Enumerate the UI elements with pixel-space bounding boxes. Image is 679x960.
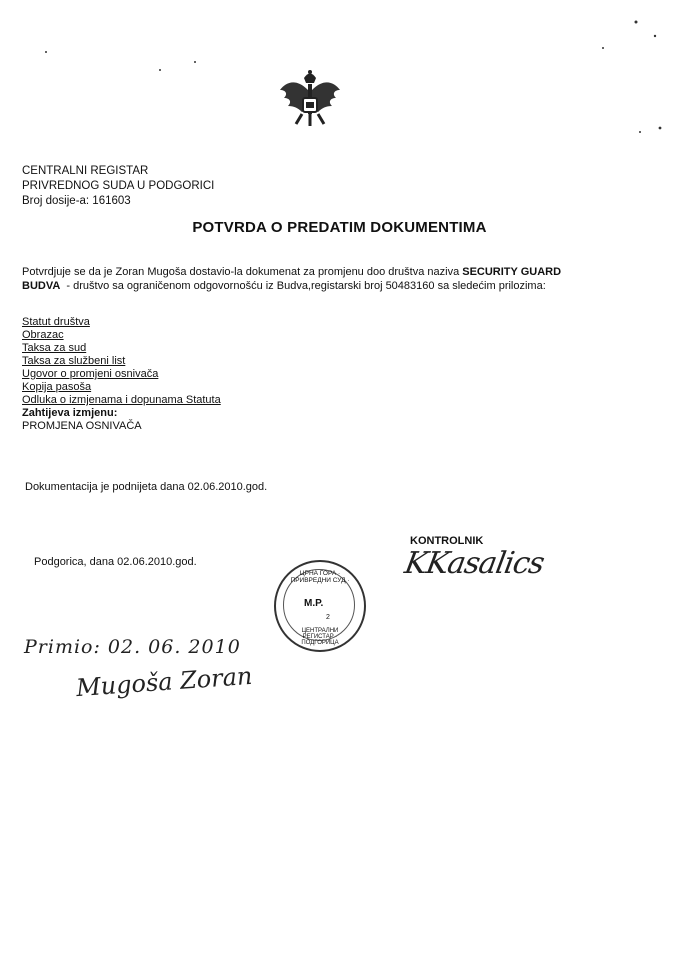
list-item: Taksa za sud [22,342,87,354]
list-item: Obrazac [22,329,64,341]
place-date: Podgorica, dana 02.06.2010.god. [34,556,197,568]
court-stamp [274,560,366,652]
receiver-signature: Mugoša Zoran [75,661,254,703]
scan-noise [0,0,679,200]
controller-label: KONTROLNIK [410,535,484,547]
list-item: Kopija pasoša [22,381,92,393]
change-value: PROMJENA OSNIVAČA [22,420,142,432]
controller-signature: KKasalics [401,546,547,581]
intro-text: Potvrdjuje se da je Zoran Mugoša dostavio-la dokumenat za promjenu doo društva naziva [22,266,463,278]
stamp-number: 2 [326,614,330,621]
company-name-city: BUDVA [22,280,61,292]
confirmation-paragraph [22,265,561,293]
list-item: Odluka o izmjenama i dopunama Statuta [22,394,221,406]
company-details: - društvo sa ograničenom odgovornošću iz Budva,registarski broj 50483160 sa sledećim prilozima: [60,280,546,292]
court-name: PRIVREDNOG SUDA U PODGORICI [22,180,215,192]
list-item: Ugovor o promjeni osnivača [22,368,159,380]
stamp-center: M.P. [304,598,324,609]
attachments-list [22,316,221,433]
received-note: Primio: 02. 06. 2010 [24,636,241,658]
list-item: Statut društva [22,316,90,328]
registry-name: CENTRALNI REGISTAR [22,165,149,177]
stamp-top-text: ЦРНА ГОРА · ПРИВРЕДНИ СУД · [290,570,350,584]
stamp-bottom-text: ЦЕНТРАЛНИ РЕГИСТАР · ПОДГОРИЦА [301,628,339,646]
submission-date: Dokumentacija je podnijeta dana 02.06.2010.god. [25,481,268,493]
document-title: POTVRDA O PREDATIM DOKUMENTIMA [192,219,487,236]
file-number: Broj dosije-a: 161603 [22,195,131,207]
change-label: Zahtijeva izmjenu: [22,407,118,419]
list-item: Taksa za službeni list [22,355,126,367]
company-name: SECURITY GUARD [462,266,562,278]
